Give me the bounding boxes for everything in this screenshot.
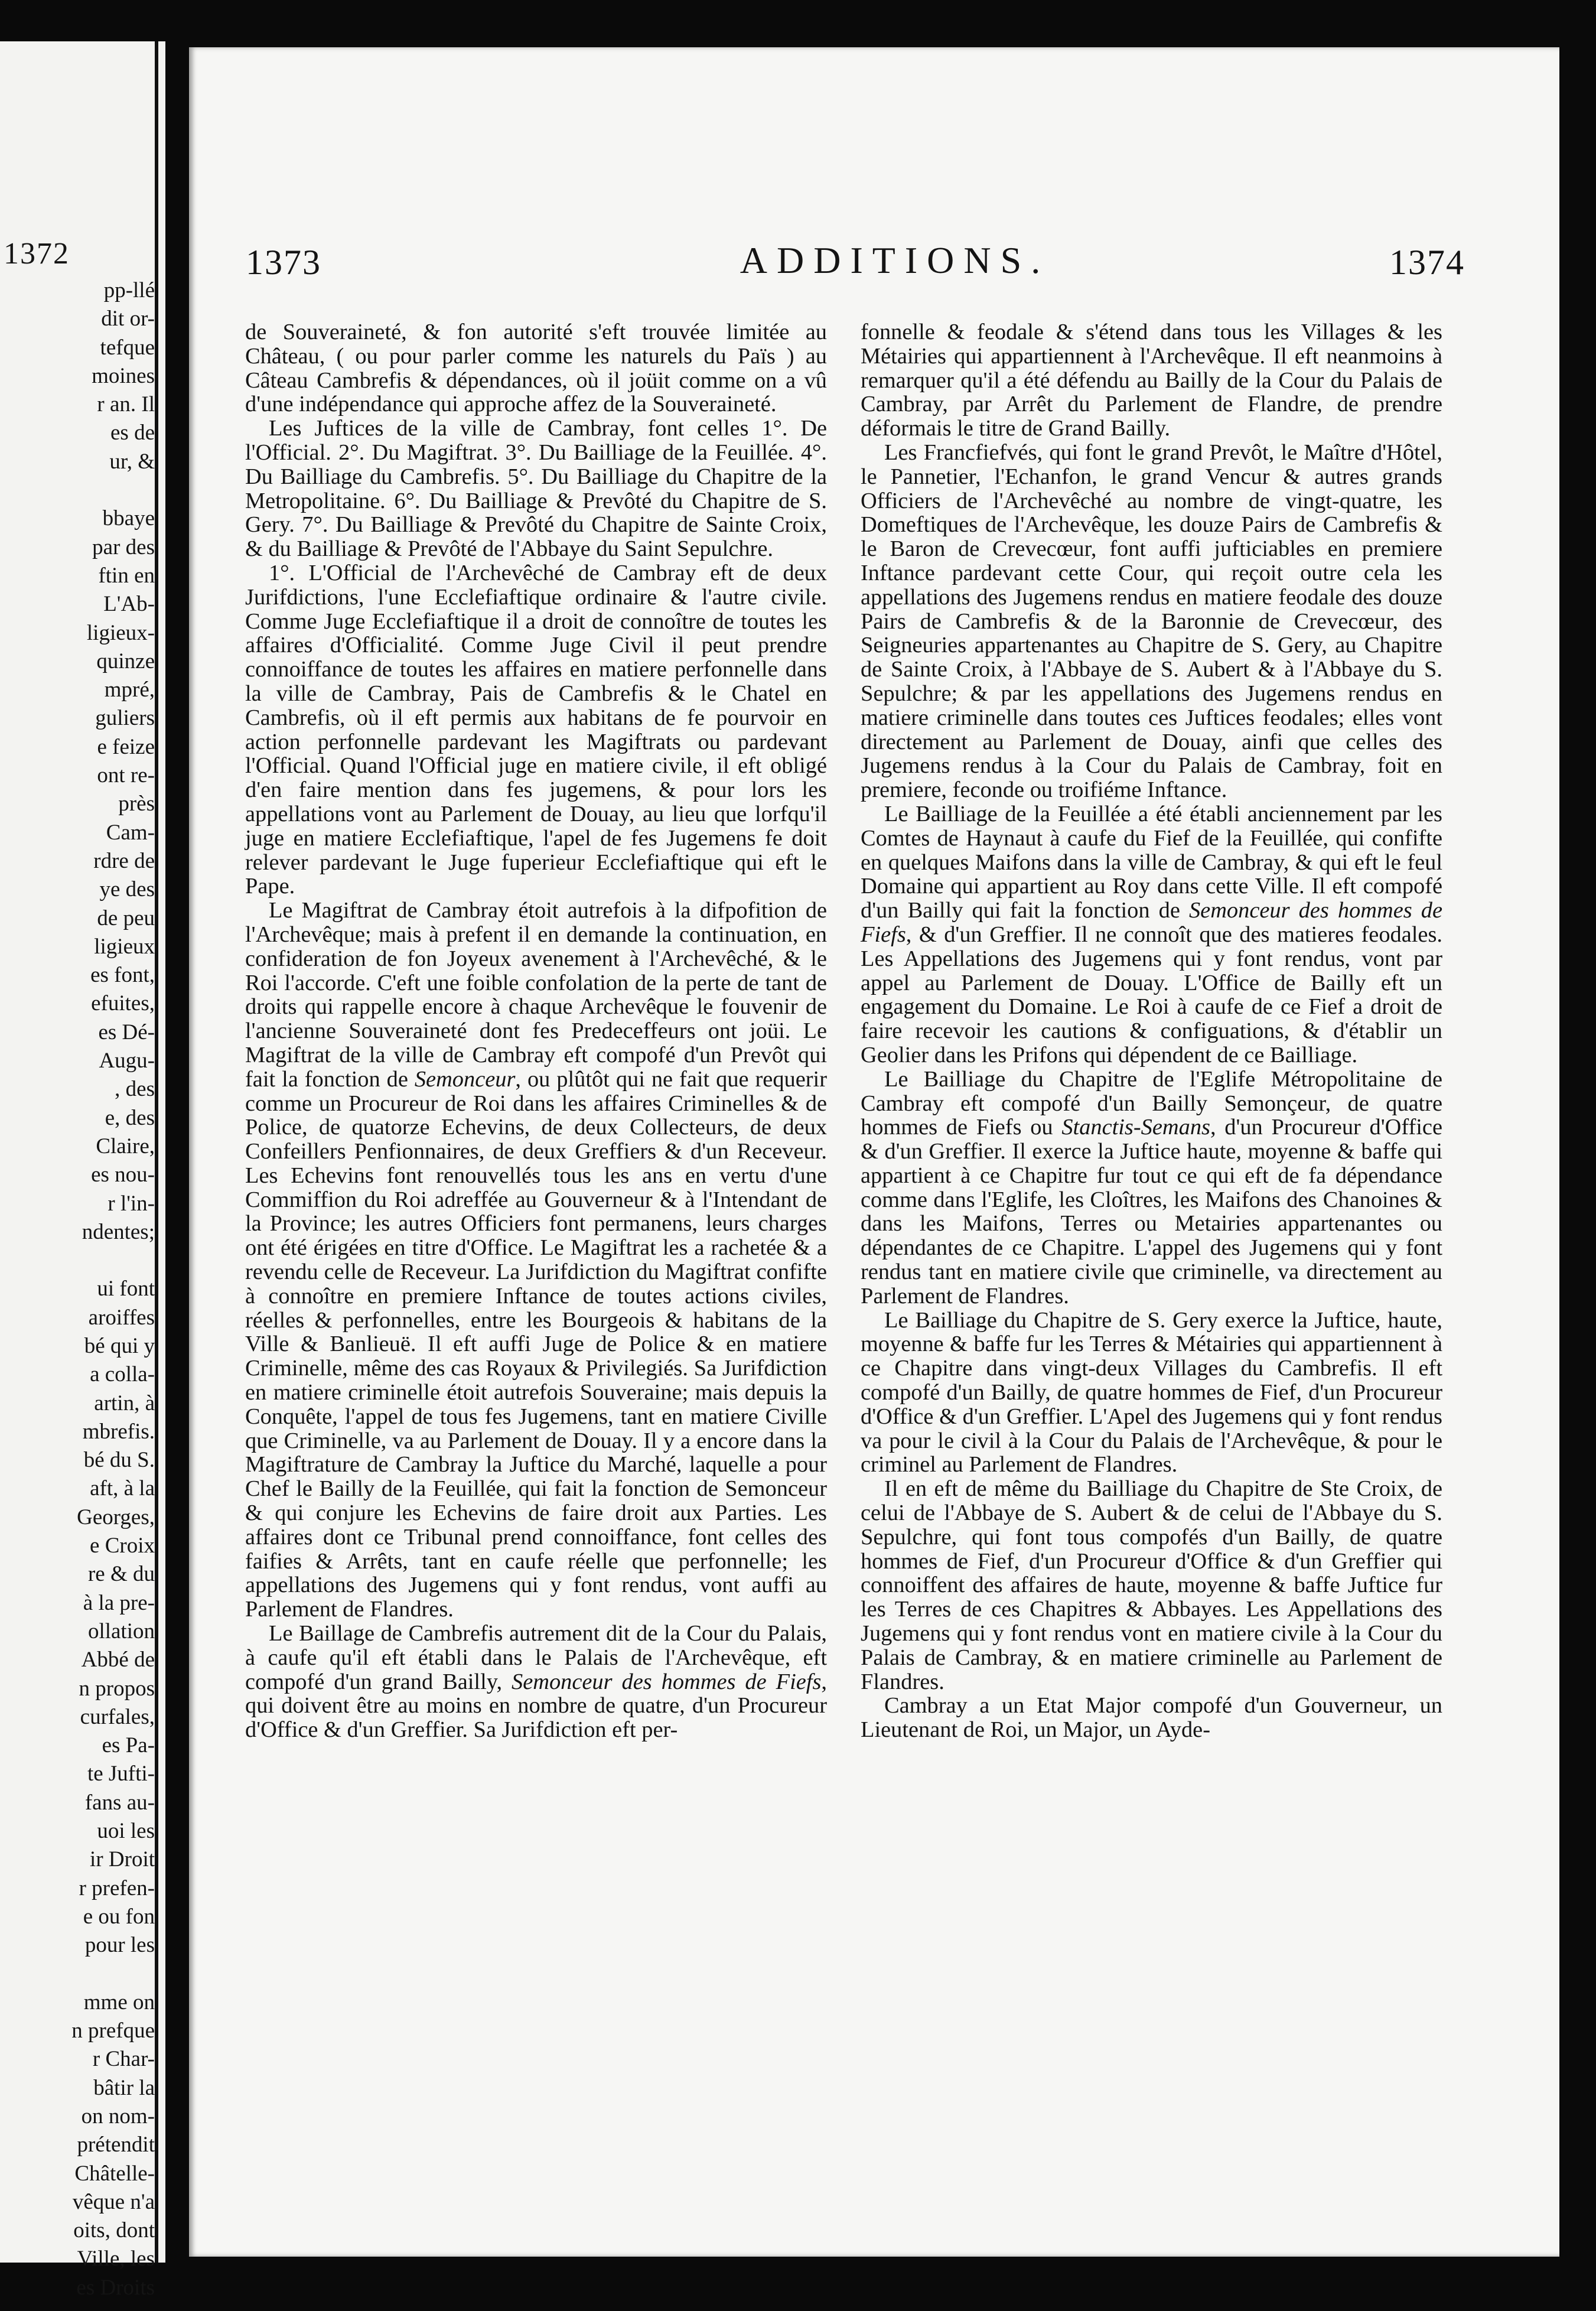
italic-term: Semonceur des hommes de Fiefs [512, 1669, 822, 1694]
left-page-line: Claire, [96, 1134, 155, 1158]
left-page-line: , des [115, 1077, 155, 1102]
left-page-line: Georges, [77, 1505, 155, 1529]
left-page-line: bé qui y [84, 1333, 155, 1358]
left-page-line: pp-llé [103, 278, 155, 302]
text-column-left [245, 320, 827, 1742]
left-page-line: mpré, [104, 678, 155, 702]
left-page-line: on nom- [81, 2104, 155, 2128]
left-page-line: pour les [84, 1933, 155, 1958]
paragraph [245, 899, 827, 1622]
paragraph-text: , ou plûtôt qui ne fait que requerir comme un Procureur de Roi dans les affaires Criminelles & de Police, de quatorze Echevins, de deux Collecteurs, de deux Confeillers Penfionnaires, de deux Greffiers & d'un Receveur. Les Echevins font renouvellés tous les ans en vertu d'une Commiffion du Roi adreffée au Gouverneur & à l'Intendant de la Province; les autres Officiers font permanens, leurs charges ont été érigées en titre d'Office. Le Magiftrat les a rachetée & a revendu celle de Receveur. La Jurifdiction du Magiftrat confifte à connoître en premiere Inftance de toutes actions civiles, réelles & perfonnelles, entre les Bourgeois & habitans de la Ville & Banlieuë. Il eft auffi Juge de Police & en matiere Criminelle, même des cas Royaux & Privilegiés. Sa Jurifdiction en matiere criminelle étoit autrefois Souveraine; mais depuis la Conquête, l'appel de tous fes Jugemens, tant en matiere Civille que Criminelle, va au Parlement de Douay. Il y a encore dans la Magiftrature de Cambray la Juftice du Marché, laquelle a pour Chef le Bailly de la Feuillée, qui fait la fonction de Semonceur & qui conjure les Echevins de faire droit aux Parties. Les affaires dont ce Tribunal prend connoiffance, font celles des faifies & Arrêts, tant en caufe réelle que perfonnelle; les appellations des Jugemens qui y font rendus, vont auffi au Parlement de Flandres. [245, 1066, 828, 1622]
running-head-title: ADDITIONS. [740, 239, 1050, 281]
left-page-line: es de [110, 421, 155, 445]
left-page-line: r prefen- [79, 1876, 155, 1900]
page-number-left: 1373 [246, 243, 321, 282]
left-page-line: Augu- [99, 1049, 155, 1073]
left-page-line: bâtir la [93, 2075, 155, 2100]
paragraph [861, 1067, 1442, 1309]
left-page-line: e, des [105, 1105, 155, 1130]
left-page-line: ur, & [109, 449, 155, 474]
left-page-line: ligieux [94, 934, 155, 959]
left-page-line: ye des [99, 877, 155, 902]
left-page-line: e Croix [90, 1534, 155, 1558]
left-page-line: bé du S. [83, 1448, 155, 1473]
paragraph: Le Bailliage du Chapitre de S. Gery exerce la Juftice, haute, moyenne & baffe fur les Terres & Métairies qui appartiennent à ce Chapitre dans vingt-deux Villages du Cambrefis. Il eft compofé d'un Bailly, de quatre hommes de Fief, d'un Procureur d'Office & d'un Greffier. L'Apel des Jugemens qui y font rendus va pour le civil à la Cour du Palais de l'Archevêque, & pour le criminel au Parlement de Flandres. [861, 1307, 1442, 1477]
left-page-line: près [118, 792, 155, 816]
left-page-line: a colla- [90, 1362, 155, 1387]
paragraph: Il en eft de même du Bailliage du Chapitre de Ste Croix, de celui de l'Abbaye de S. Aubert & de celui de l'Abbaye du S. Sepulchre, qui font tous compofés d'un Bailly, de quatre hommes de Fief, d'un Procureur d'Office & d'un Greffier qui connoiffent des affaires de haute, moyenne & baffe Juftice fur les Terres de ces Chapitres & Abbayes. Les Appellations des Jugemens qui y font rendus vont en matiere civile à la Cour du Palais de Cambray, & en matiere criminelle au Parlement de Flandres. [861, 1476, 1442, 1694]
paragraph-text: , d'un Procureur d'Office & d'un Greffier. Il exerce la Juftice haute, moyenne & baffe qui appartient à ce Chapitre fur tout ce qui eft de fa dépendance comme dans l'Eglife, les Cloîtres, les Maifons des Chanoines & dans les Maifons, Terres ou Metairies appartenantes ou dépendantes de ce Chapitre. L'appel des Jugemens qui y font rendus tant en matiere civile que criminelle, va directement au Parlement de Flandres. [861, 1115, 1442, 1309]
paragraph [861, 802, 1442, 1067]
left-page-line: curfales, [80, 1704, 155, 1729]
left-page-line: n prefque [71, 2019, 155, 2043]
paragraph-text: Le Magiftrat de Cambray étoit autrefois à la difpofition de l'Archevêque; mais à prefent il en demande la continuation, en confideration de fon Joyeux avenement à l'Archevêché, & le Roi l'accorde. C'eft une foible confolation de la perte de tant de droits qui rappelle encore à chaque Archevêque le fouvenir de l'ancienne Souveraineté dont fes Predeceffeurs ont joüi. Le Magiftrat de la ville de Cambray eft compofé d'un Prevôt qui fait la fonction de [245, 898, 827, 1092]
left-page-line: r Char- [92, 2047, 155, 2072]
paragraph-text: Le Bailliage de la Feuillée a été établi anciennement par les Comtes de Haynaut à caufe du Fief de la Feuillée, qui confifte en quelques Maifons dans la ville de Cambray, & qui eft le feul Domaine qui appartient au Roy dans cette Ville. Il eft compofé d'un Bailly qui fait la fonction de [861, 801, 1442, 923]
left-page-line: fans au- [84, 1790, 155, 1815]
left-page-line: ollation [87, 1619, 155, 1643]
left-page-line: moines [92, 363, 155, 388]
left-page-line: bbaye [102, 506, 155, 531]
left-page-line: es Droits [76, 2275, 155, 2300]
left-page-line: artin, à [94, 1391, 155, 1415]
left-page-line: es font, [90, 963, 155, 988]
italic-term: Semonceur [414, 1066, 516, 1092]
text-column-right [861, 320, 1442, 1742]
italic-term: Semonceur des hommes de Fiefs [861, 898, 1442, 947]
left-page-line: ont re- [97, 763, 155, 788]
left-page-line: Châtelle- [74, 2161, 155, 2186]
paragraph: 1°. L'Official de l'Archevêché de Cambray eft de deux Jurifdictions, l'une Ecclefiaftique ordinaire & l'autre civile. Comme Juge Ecclefiaftique il a droit de connoître de toutes les affaires d'Officialité. Comme Juge Civil il peut prendre connoiffance de toutes les affaires en matiere perfonnelle dans la ville de Cambray, Pais de Cambrefis & le Chatel en Cambrefis, où il eft permis aux habitans de fe pourvoir en action perfonnelle pardevant les Magiftrats ou pardevant l'Official. Quand l'Official juge en matiere civile, il eft obligé d'en faire mention dans fes jugemens, & pour lors les appellations vont au Parlement de Douay, au lieu que lorfqu'il juge en matiere Ecclefiaftique, l'apel de fes Jugemens fe doit relever pardevant le Juge fuperieur Ecclefiaftique qui eft le Pape. [245, 560, 827, 899]
left-page-line: ftin en [98, 563, 155, 588]
left-page-line: r l'in- [108, 1191, 155, 1216]
left-page-line: vêque n'a [72, 2189, 155, 2214]
left-page-line: e feize [97, 734, 155, 759]
left-page-line: dit or- [101, 307, 155, 331]
left-page-line: Ville, les [77, 2247, 155, 2271]
paragraph-text: Le Baillage de Cambrefis autrement dit de la Cour du Palais, à caufe qu'il eft établi dans le Palais de l'Archevêque, eft compofé d'un grand Bailly, [245, 1621, 827, 1694]
left-page-line: tefque [100, 335, 155, 360]
left-page-line: par des [92, 535, 155, 559]
left-page-line: aft, à la [90, 1476, 155, 1501]
paragraph-text: Le Bailliage du Chapitre de l'Eglife Métropolitaine de Cambray eft compofé d'un Bailly Semonçeur, de quatre hommes de Fiefs ou [861, 1066, 1442, 1140]
left-page-line: aroiffes [88, 1305, 155, 1330]
left-page-line: guliers [95, 706, 155, 731]
left-page-line: rdre de [93, 848, 155, 873]
left-page-line: oits, dont [73, 2218, 155, 2243]
left-page-line: es Pa- [102, 1733, 155, 1758]
left-page-line: quinze [96, 649, 155, 673]
left-page-line: à la pre- [83, 1590, 155, 1615]
left-page-line: de peu [97, 906, 155, 930]
paragraph: Cambray a un Etat Major compofé d'un Gouverneur, un Lieutenant de Roi, un Major, un Ayde- [861, 1693, 1442, 1743]
paragraph: Les Francfiefvés, qui font le grand Prevôt, le Maître d'Hôtel, le Pannetier, l'Echanfon, le grand Vencur & autres grands Officiers de l'Archevêché au nombre de vingt-quatre, les Domeftiques de l'Archevêque, les douze Pairs de Cambrefis & le Baron de Crevecœur, font auffi jufticiables en premiere Inftance pardevant cette Cour, qui reçoit outre cela les appellations des Jugemens rendus en matiere feodale des douze Pairs de Cambrefis & de la Baronnie de Crevecœur, des Seigneuries appartenantes au Chapitre de S. Gery, au Chapitre de Sainte Croix, à l'Abbaye de S. Aubert & à l'Abbaye du S. Sepulchre; & par les appellations des Jugemens rendus en matiere criminelle dans toutes ces Juftices feodales; elles vont directement au Parlement de Douay, ainfi que celles des Jugemens rendus à la Cour du Palais de Cambray, foit en premiere, feconde ou troifiéme Inftance. [861, 440, 1442, 803]
left-page-line: L'Ab- [103, 592, 155, 617]
left-page-line: re & du [87, 1562, 155, 1587]
left-page-line: ui font [97, 1277, 155, 1301]
paragraph: de Souveraineté, & fon autorité s'eft trouvée limitée au Château, ( ou pour parler comme les naturels du Païs ) au Câteau Cambrefis & dépendances, où il joüit comme on a vû d'une indépendance qui approche affez de la Souveraineté. [245, 320, 827, 417]
left-page-line: prétendit [77, 2133, 155, 2157]
book-gutter [155, 41, 158, 2263]
left-page-line: ir Droit [90, 1847, 155, 1872]
left-page-line: uoi les [97, 1819, 155, 1844]
adjacent-left-page [0, 41, 165, 2300]
paragraph-text: , qui doivent être au moins en nombre de quatre, d'un Procureur d'Office & d'un Greffier. Sa Jurifdiction eft per- [245, 1669, 827, 1743]
left-page-line: ligieux- [86, 620, 155, 645]
left-page-line: Abbé de [81, 1648, 155, 1672]
left-page-line: n propos [79, 1676, 155, 1701]
left-page-line [7, 476, 155, 504]
paragraph [245, 1622, 827, 1742]
left-page-line: te Jufti- [87, 1762, 155, 1786]
book-page [189, 47, 1559, 2257]
paragraph: fonnelle & feodale & s'étend dans tous les Villages & les Métairies qui appartiennent à l'Archevêque. Il eft neanmoins à remarquer qu'il a été défendu au Bailly de la Cour du Palais de Cambray, par Arrêt du Parlement de Flandre, de prendre déformais le titre de Grand Bailly. [861, 320, 1442, 441]
left-page-text-fragments [7, 276, 155, 2302]
left-page-line: es Dé- [98, 1020, 155, 1044]
left-page-line: Cam- [106, 820, 155, 845]
left-page-line: mme on [83, 1990, 155, 2014]
left-page-line: efuites, [91, 991, 155, 1016]
left-page-line [7, 1246, 155, 1275]
left-page-number: 1372 [4, 237, 70, 271]
left-page-line: es nou- [91, 1163, 155, 1187]
paragraph: Les Juftices de la ville de Cambray, font celles 1°. De l'Official. 2°. Du Magiftrat. 3°. Du Bailliage de la Feuillée. 4°. Du Bailliage du Cambrefis. 5°. Du Bailliage du Chapitre de la Metropolitaine. 6°. Du Bailliage & Prevôté du Chapitre de S. Gery. 7°. Du Bailliage & Prevôté du Chapitre de Sainte Croix, & du Bailliage & Prevôté de l'Abbaye du Saint Sepulchre. [245, 416, 827, 562]
left-page-line: ndentes; [82, 1219, 155, 1244]
left-page-line: mbrefis. [82, 1419, 155, 1444]
left-page-line [7, 1960, 155, 1988]
italic-term: Stanctis-Semans [1061, 1115, 1210, 1140]
paragraph-text: , & d'un Greffier. Il ne connoît que des matieres feodales. Les Appellations des Jugemens qui y font rendus, vont par appel au Parlement de Douay. L'Office de Bailly eft un engagement du Domaine. Le Roi à caufe de ce Fief a droit de faire recevoir les cautions & configuations, & d'établir un Geolier dans les Prifons qui dépendent de ce Bailliage. [861, 922, 1442, 1067]
page-number-right: 1374 [1389, 243, 1465, 282]
left-page-line: e ou fon [83, 1904, 155, 1929]
left-page-line: r an. Il [97, 392, 155, 417]
